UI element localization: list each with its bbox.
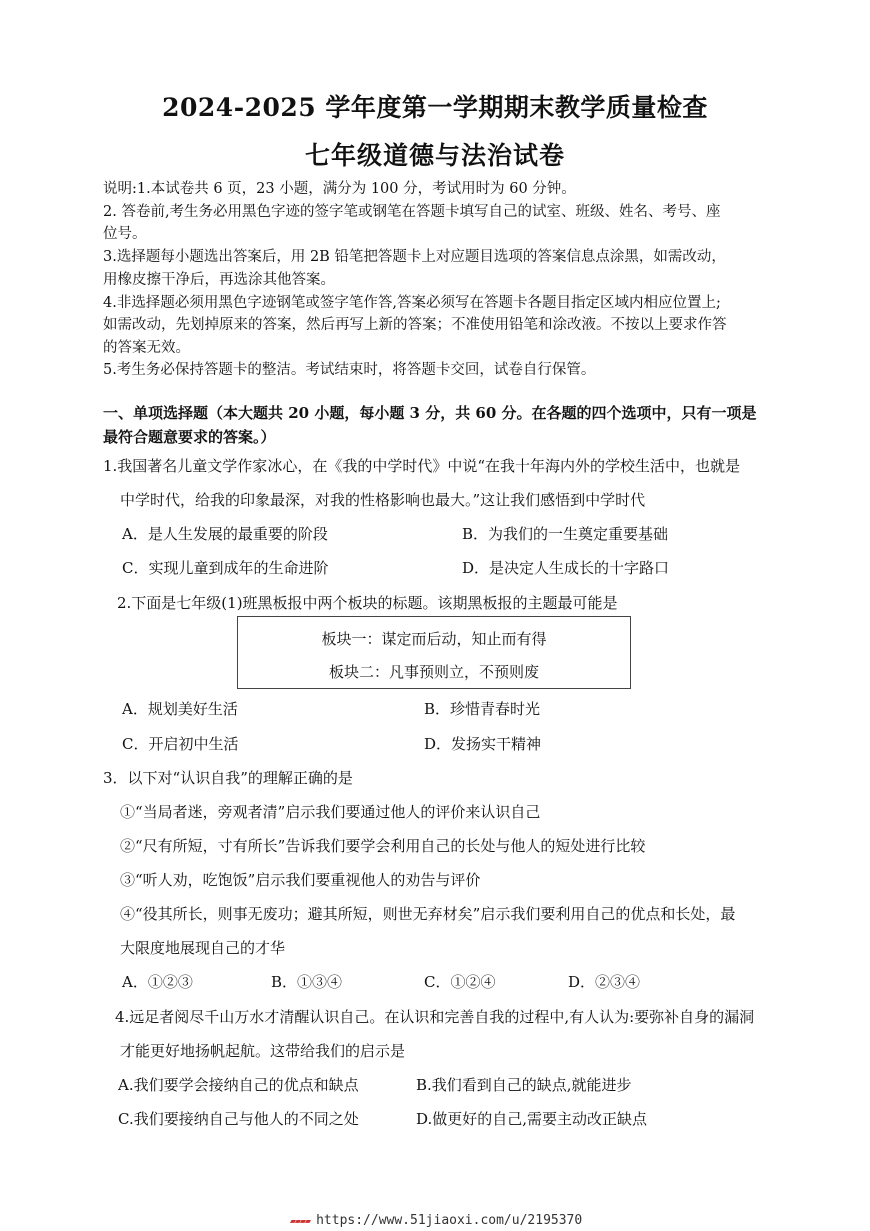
option-a: A．是人生发展的最重要的阶段	[122, 525, 328, 543]
statement-1: ①“当局者迷，旁观者清”启示我们要通过他人的评价来认识自己	[120, 803, 541, 821]
exam-title: 2024-2025 学年度第一学期期末教学质量检查	[162, 93, 708, 122]
instruction-line: 2. 答卷前,考生务必用黑色字迹的签字笔或钢笔在答题卡填写自己的试室、班级、姓名、考号、座	[103, 204, 721, 220]
statement-2: ②“尺有所短，寸有所长”告诉我们要学会利用自己的长处与他人的短处进行比较	[120, 837, 646, 855]
option-d: D．发扬实干精神	[424, 735, 542, 753]
footer-url[interactable]: https://www.51jiaoxi.com/u/2195370	[316, 1213, 583, 1228]
option-b: B.我们看到自己的缺点,就能进步	[416, 1076, 632, 1094]
question-stem: 2.下面是七年级(1)班黑板报中两个板块的标题。该期黑板报的主题最可能是	[117, 594, 618, 612]
option-b: B．①③④	[271, 973, 343, 991]
watermark-logo-icon: ▰▰▰▰	[290, 1216, 311, 1227]
box-line-2: 板块二：凡事预则立，不预则废	[328, 663, 539, 681]
instruction-line: 位号。	[103, 226, 147, 242]
option-d: D．是决定人生成长的十字路口	[462, 559, 670, 577]
section-header-line: 最符合题意要求的答案。）	[103, 428, 276, 446]
instruction-line: 说明:1.本试卷共 6 页，23 小题，满分为 100 分，考试用时为 60 分钟。	[103, 181, 576, 197]
statement-4-cont: 大限度地展现自己的才华	[120, 939, 286, 957]
option-d: D．②③④	[568, 973, 641, 991]
exam-subtitle: 七年级道德与法治试卷	[304, 141, 565, 170]
statement-3: ③“听人劝，吃饱饭”启示我们要重视他人的劝告与评价	[120, 871, 481, 889]
option-a: A．①②③	[122, 973, 193, 991]
question-stem: 4.远足者阅尽千山万水才清醒认识自己。在认识和完善自我的过程中,有人认为:要弥补自身的漏洞	[115, 1008, 755, 1026]
blackboard-box	[237, 616, 631, 689]
statement-4: ④“役其所长，则事无废功；避其所短，则世无弃材矣”启示我们要利用自己的优点和长处，最	[120, 905, 736, 923]
question-stem: 才能更好地扬帆起航。这带给我们的启示是	[120, 1042, 406, 1060]
question-stem: 中学时代，给我的印象最深，对我的性格影响也最大。”这让我们感悟到中学时代	[120, 491, 646, 509]
option-c: C.我们要接纳自己与他人的不同之处	[118, 1110, 359, 1128]
box-line-1: 板块一：谋定而后动，知止而有得	[321, 630, 547, 648]
section-header-line: 一、单项选择题（本大题共 20 小题，每小题 3 分，共 60 分。在各题的四个选项中，只有一项是	[103, 404, 757, 422]
option-c: C．实现儿童到成年的生命进阶	[122, 559, 329, 577]
option-a: A．规划美好生活	[122, 700, 238, 718]
instruction-line: 的答案无效。	[103, 340, 190, 356]
option-b: B．为我们的一生奠定重要基础	[462, 525, 669, 543]
option-c: C．开启初中生活	[122, 735, 239, 753]
instruction-line: 3.选择题每小题选出答案后，用 2B 铅笔把答题卡上对应题目选项的答案信息点涂黑，如需改动，	[103, 249, 726, 265]
option-b: B．珍惜青春时光	[424, 700, 541, 718]
instruction-line: 4.非选择题必须用黑色字迹钢笔或签字笔作答,答案必须写在答题卡各题目指定区域内相应位置上;	[103, 295, 721, 311]
option-d: D.做更好的自己,需要主动改正缺点	[416, 1110, 648, 1128]
option-a: A.我们要学会接纳自己的优点和缺点	[118, 1076, 359, 1094]
instruction-line: 5.考生务必保持答题卡的整洁。考试结束时，将答题卡交回，试卷自行保管。	[103, 362, 596, 378]
instruction-line: 如需改动，先划掉原来的答案，然后再写上新的答案；不准使用铅笔和涂改液。不按以上要求作答	[103, 317, 727, 333]
footer-link[interactable]	[290, 1213, 582, 1228]
option-c: C．①②④	[424, 973, 496, 991]
instruction-line: 用橡皮擦干净后，再选涂其他答案。	[103, 272, 335, 288]
question-stem: 1.我国著名儿童文学作家冰心，在《我的中学时代》中说“在我十年海内外的学校生活中，也就是	[103, 457, 740, 475]
question-stem: 3．以下对“认识自我”的理解正确的是	[103, 769, 353, 787]
